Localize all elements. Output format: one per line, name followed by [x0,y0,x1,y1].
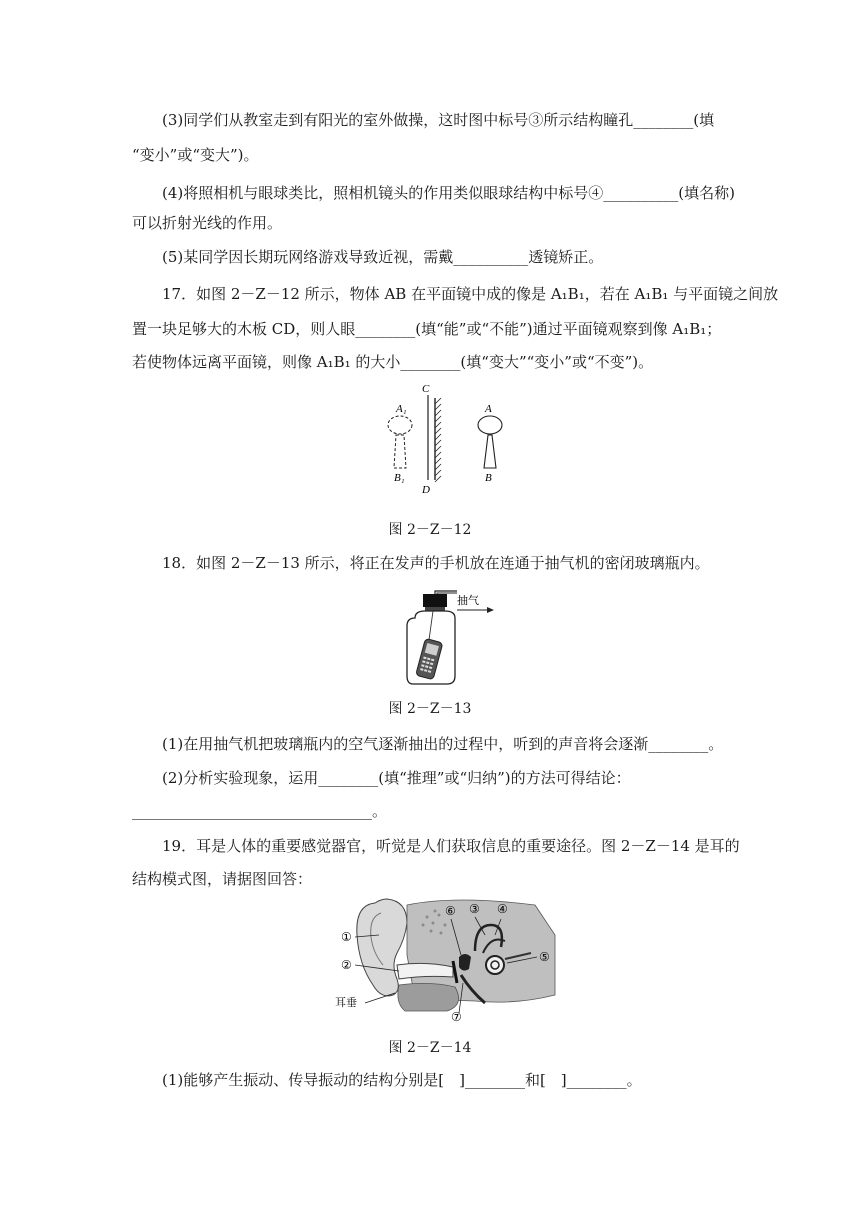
cochlea [486,956,504,974]
q18-part2-line2: ________________________________。 [132,802,388,820]
ear-structure-figure [335,895,565,1023]
object-a-head [478,416,502,434]
image-a1-head [388,416,412,434]
q19-line1: 19．耳是人体的重要感觉器官，听觉是人们获取信息的重要途径。图 2－Z－14 是耳的 [162,837,740,855]
vacuum-jar-figure [405,588,505,688]
auricle [357,899,407,996]
label-1: ① [341,930,352,944]
arrow-head-icon [487,607,494,613]
hanging-string [429,611,433,640]
label-3: ③ [469,902,480,916]
label-6: ⑥ [445,904,456,918]
q16-part4-line1: (4)将照相机与眼球类比，照相机镜头的作用类似眼球结构中标号④__________(填名称) [162,184,735,202]
mobile-phone-icon [416,638,443,679]
mirror-figure [360,380,510,505]
label-c: C [422,383,430,395]
object-b-stem [484,435,496,468]
label-7: ⑦ [451,1010,462,1023]
q16-part3-line2: “变小”或“变大”)。 [132,146,259,164]
jar-stopper [423,594,447,607]
image-b1-stem [394,435,406,468]
pump-label: 抽气 [457,594,479,607]
label-d: D [422,484,430,496]
q17-line2: 置一块足够大的木板 CD，则人眼________(填“能”或“不能”)通过平面镜观察到像 A₁B₁； [132,320,722,338]
q16-part4-line2: 可以折射光线的作用。 [132,214,283,232]
figure-12-caption: 图 2－Z－12 [388,522,472,538]
label-a1: A₁ [396,403,407,415]
q19-part1: (1)能够产生振动、传导振动的结构分别是[ ]________和[ ]________。 [162,1071,642,1089]
label-b: B [485,472,492,484]
ear-canal [397,963,453,979]
q17-line3: 若使物体远离平面镜，则像 A₁B₁ 的大小________(填“变大”“变小”或“不变”)。 [132,353,654,371]
q16-part3-line1: (3)同学们从教室走到有阳光的室外做操，这时图中标号③所示结构瞳孔________(填 [162,111,715,129]
label-2: ② [341,958,352,972]
label-4: ④ [497,902,508,916]
label-a: A [485,403,492,415]
q18-part2-line1: (2)分析实验现象，运用________(填“推理”或“归纳”)的方法可得结论： [162,769,631,787]
q18-line1: 18．如图 2－Z－13 所示，将正在发声的手机放在连通于抽气机的密闭玻璃瓶内。 [162,554,710,572]
q16-part5: (5)某同学因长期玩网络游戏导致近视，需戴__________透镜矫正。 [162,248,604,266]
q18-part1: (1)在用抽气机把玻璃瓶内的空气逐渐抽出的过程中，听到的声音将会逐渐________。 [162,735,724,753]
mirror-hatching [435,398,441,482]
q19-line2: 结构模式图，请据图回答： [132,870,313,888]
figure-13-caption: 图 2－Z－13 [388,701,472,717]
label-b1: B₁ [394,472,405,484]
q17-line1: 17．如图 2－Z－12 所示，物体 AB 在平面镜中成的像是 A₁B₁，若在 A₁B₁ 与平面镜之间放 [162,285,779,303]
earlobe-label: 耳垂 [335,996,357,1009]
label-5: ⑤ [539,950,550,964]
figure-14-caption: 图 2－Z－14 [388,1040,472,1056]
